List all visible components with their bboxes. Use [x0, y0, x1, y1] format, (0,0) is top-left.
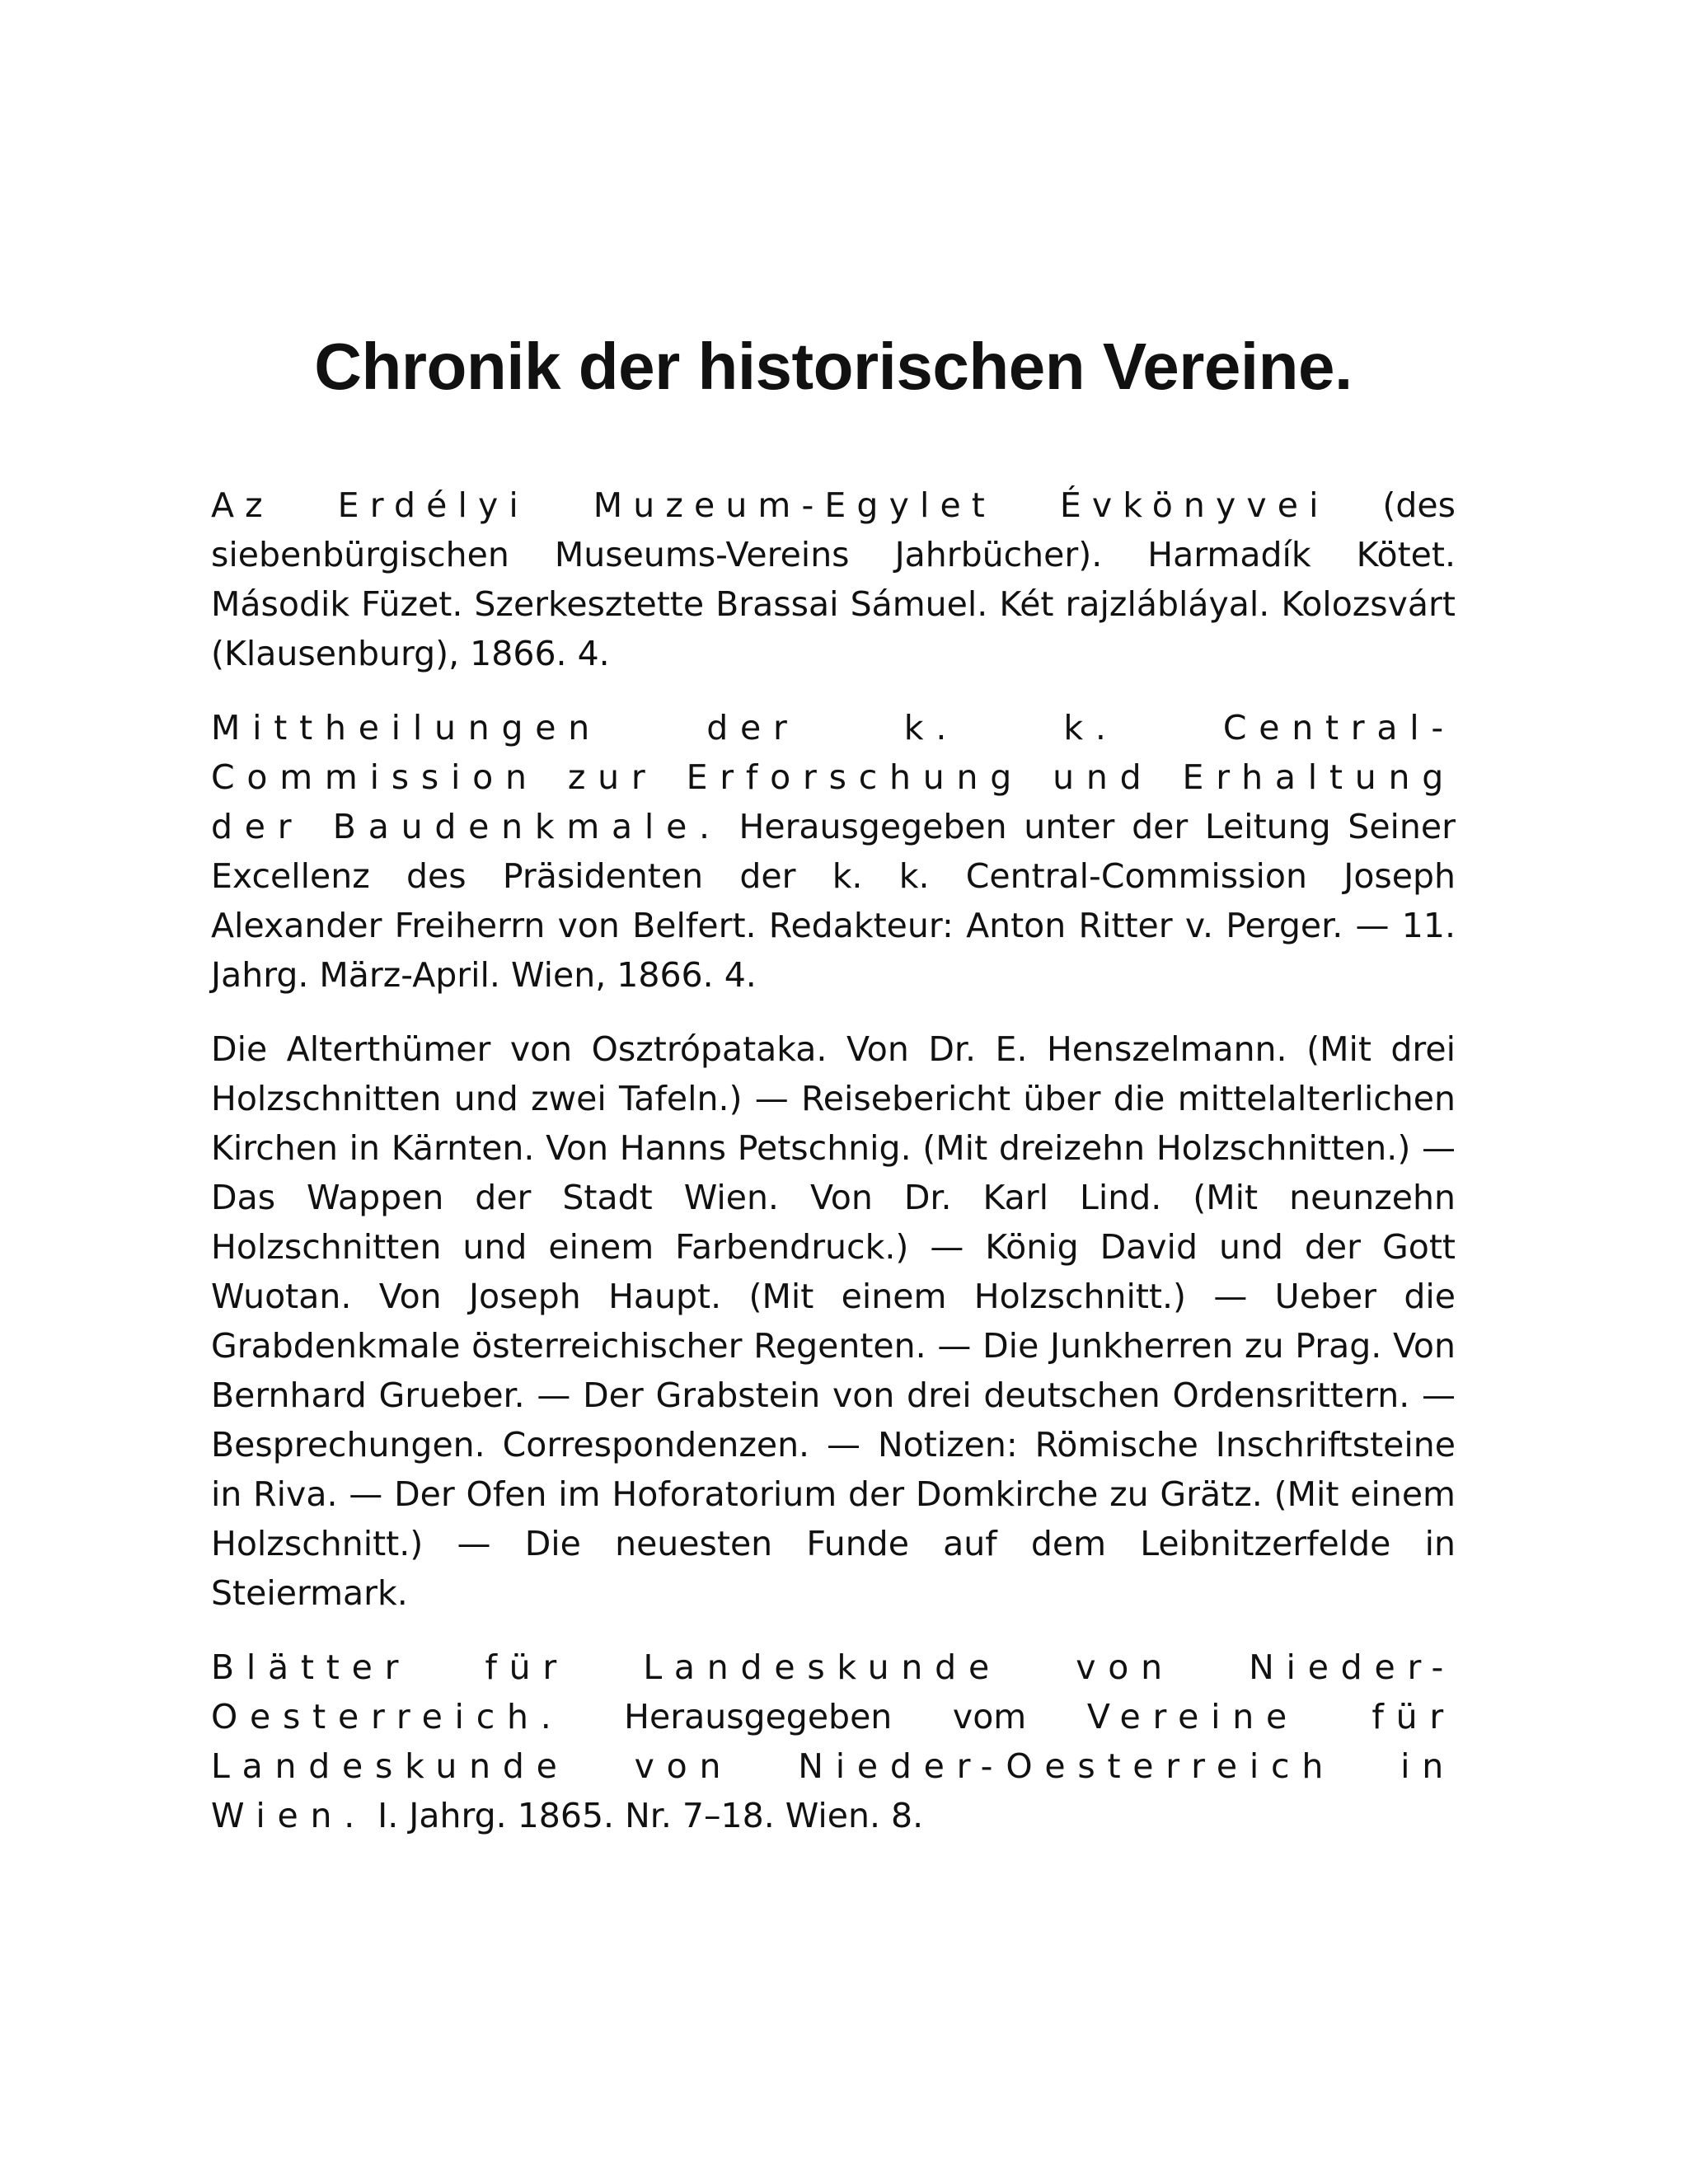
entry-landeskunde — [211, 1643, 1456, 1840]
entry-description: Herausgegeben vom — [563, 1697, 1087, 1736]
entry-description: I. Jahrg. 1865. Nr. 7–18. Wien. 8. — [367, 1796, 924, 1835]
entry-central-commission — [211, 703, 1456, 1000]
entry-erdelyi-muzeum — [211, 480, 1456, 678]
page-title: Chronik der historischen Vereine. — [314, 330, 1353, 403]
entry-description: Herausgegeben unter der Leitung Seiner Excellenz des Präsidenten der k. k. Central-Commission Joseph Alexander Freiherrn von Belfert. Redakteur: Anton Ritter v. Perger. — 11. Jahrg. März-April. Wien, 1866. 4. — [211, 807, 1456, 995]
entry-contents-list: Die Alterthümer von Osztrópataka. Von Dr. E. Henszelmann. (Mit drei Holzschnitten und zwei Tafeln.) — Reisebericht über die mittelalterlichen Kirchen in Kärnten. Von Hanns Petschnig. (Mit dreizehn Holzschnitten.) — Das Wappen der Stadt Wien. Von Dr. Karl Lind. (Mit neunzehn Holzschnitten und einem Farbendruck.) — König David und der Gott Wuotan. Von Joseph Haupt. (Mit einem Holzschnitt.) — Ueber die Grabdenkmale österreichischer Regenten. — Die Junkherren zu Prag. Von Bernhard Grueber. — Der Grabstein von drei deutschen Ordensrittern. — Besprechungen. Correspondenzen. — Notizen: Römische Inschriftsteine in Riva. — Der Ofen im Hoforatorium der Domkirche zu Grätz. (Mit einem Holzschnitt.) — Die neuesten Funde auf dem Leibnitzerfelde in Steiermark. — [211, 1029, 1456, 1613]
entry-title-spaced: Blätter für Landeskunde von Nieder-Oesterreich. — [211, 1647, 1456, 1736]
document-page — [211, 326, 1456, 1865]
entry-title-spaced: Az Erdélyi Muzeum-Egylet Évkönyvei — [211, 485, 1329, 525]
entry-publisher-spaced: Vereine für Landeskunde von Nieder-Oesterreich in Wien. — [211, 1697, 1456, 1835]
entry-description: (des siebenbürgischen Museums-Vereins Jahrbücher). Harmadík Kötet. Második Füzet. Szerkesztette Brassai Sámuel. Két rajzlábláyal. Kolozsvárt (Klausenburg), 1866. 4. — [211, 485, 1456, 673]
entry-title-spaced: Mittheilungen der k. k. Central-Commission zur Erforschung und Erhaltung der Baudenkmale. — [211, 708, 1456, 846]
